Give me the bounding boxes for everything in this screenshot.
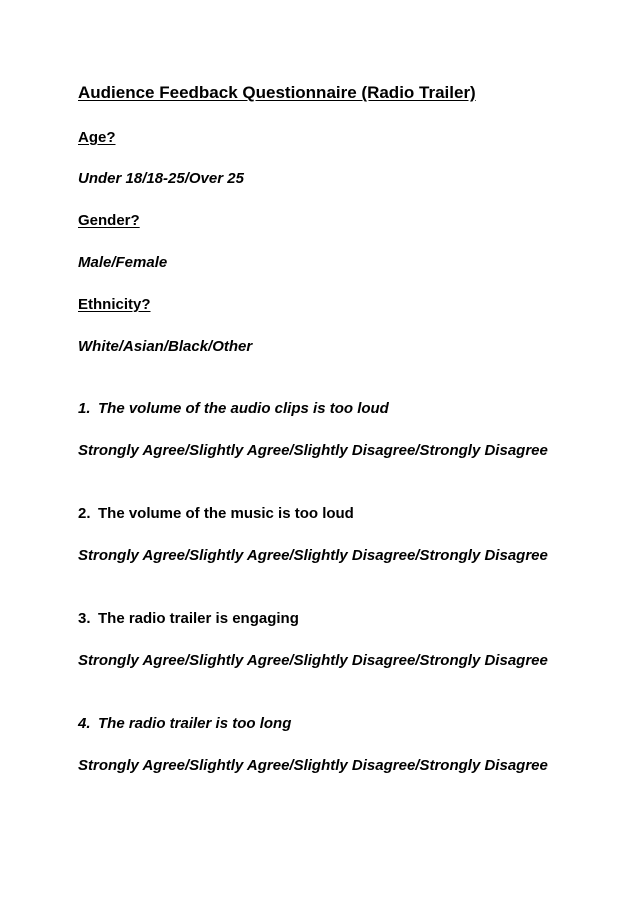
question-1-number: 1. [78, 400, 91, 417]
question-1 [78, 401, 389, 416]
ethnicity-heading: Ethnicity? [78, 296, 151, 313]
age-heading: Age? [78, 129, 116, 146]
question-3-options: Strongly Agree/Slightly Agree/Slightly Disagree/Strongly Disagree [78, 652, 548, 669]
question-3 [78, 611, 299, 626]
question-3-text: The radio trailer is engaging [98, 610, 299, 627]
question-2-number: 2. [78, 505, 91, 522]
question-2 [78, 506, 354, 521]
age-options: Under 18/18-25/Over 25 [78, 170, 244, 187]
question-4-number: 4. [78, 715, 91, 732]
question-4 [78, 716, 291, 731]
question-2-text: The volume of the music is too loud [98, 505, 354, 522]
question-2-options: Strongly Agree/Slightly Agree/Slightly Disagree/Strongly Disagree [78, 547, 548, 564]
document-title: Audience Feedback Questionnaire (Radio Trailer) [78, 83, 476, 102]
question-4-text: The radio trailer is too long [98, 715, 292, 732]
gender-heading: Gender? [78, 212, 140, 229]
question-4-options: Strongly Agree/Slightly Agree/Slightly Disagree/Strongly Disagree [78, 757, 548, 774]
ethnicity-options: White/Asian/Black/Other [78, 338, 253, 355]
question-1-options: Strongly Agree/Slightly Agree/Slightly Disagree/Strongly Disagree [78, 442, 548, 459]
question-1-text: The volume of the audio clips is too loud [98, 400, 389, 417]
question-3-number: 3. [78, 610, 91, 627]
gender-options: Male/Female [78, 254, 168, 271]
